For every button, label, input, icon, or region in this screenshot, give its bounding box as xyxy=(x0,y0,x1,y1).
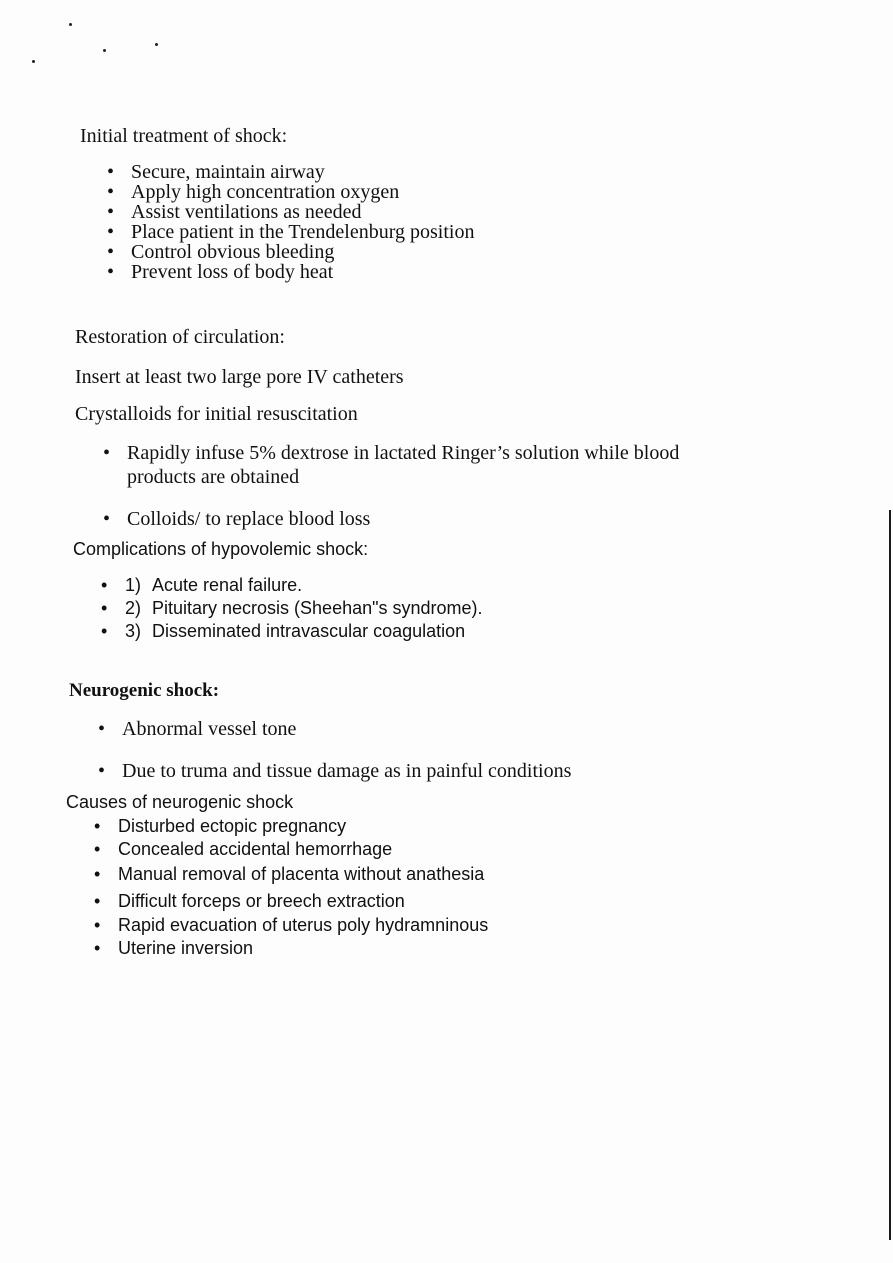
list-item: • Rapidly infuse 5% dextrose in lactated Ringer’s solution while blood products are obtained xyxy=(103,442,680,488)
list-item: • Secure, maintain airway xyxy=(107,161,325,183)
scan-edge-line xyxy=(889,510,891,1240)
list-item: • Rapid evacuation of uterus poly hydramninous xyxy=(94,915,489,935)
list-item: • Difficult forceps or breech extraction xyxy=(118,888,488,914)
list-item: • Manual removal of placenta without anathesia xyxy=(118,861,488,888)
bullet-icon: • xyxy=(94,864,101,884)
scan-speck xyxy=(103,49,106,52)
initial-treatment-list xyxy=(107,161,475,283)
scan-speck xyxy=(69,23,72,26)
list-item: • Colloids/ to replace blood loss xyxy=(103,508,371,530)
list-item: • Abnormal vessel tone xyxy=(98,718,297,740)
bullet-icon: • xyxy=(107,261,115,283)
bullet-icon: • xyxy=(98,718,106,740)
complications-list xyxy=(101,574,483,643)
bullet-icon: • xyxy=(107,181,115,203)
list-item: • Concealed accidental hemorrhage xyxy=(94,839,393,859)
restoration-heading: Restoration of circulation: xyxy=(75,326,285,348)
bullet-icon: • xyxy=(101,575,108,595)
list-item: • 1) Acute renal failure. xyxy=(101,575,303,595)
bullet-icon: • xyxy=(94,891,101,911)
bullet-icon: • xyxy=(107,161,115,183)
list-item: • Prevent loss of body heat xyxy=(107,261,334,283)
crystalloids-line: Crystalloids for initial resuscitation xyxy=(75,403,358,425)
initial-treatment-heading: Initial treatment of shock: xyxy=(80,125,288,147)
complications-heading: Complications of hypovolemic shock: xyxy=(73,539,369,559)
bullet-icon: • xyxy=(101,621,108,641)
neurogenic-list xyxy=(98,717,572,801)
scan-speck xyxy=(155,43,158,46)
list-item: • Apply high concentration oxygen xyxy=(107,181,400,203)
list-item: • 3) Disseminated intravascular coagulation xyxy=(101,621,466,641)
bullet-icon: • xyxy=(94,839,101,859)
bullet-icon: • xyxy=(101,598,108,618)
bullet-icon: • xyxy=(103,442,111,464)
bullet-icon: • xyxy=(94,938,101,958)
bullet-icon: • xyxy=(94,915,101,935)
list-item: • Disturbed ectopic pregnancy xyxy=(94,816,347,836)
neurogenic-heading: Neurogenic shock: xyxy=(69,680,220,701)
restoration-list xyxy=(103,441,727,549)
bullet-icon: • xyxy=(94,816,101,836)
bullet-icon: • xyxy=(107,221,115,243)
causes-heading: Causes of neurogenic shock xyxy=(66,792,294,812)
scan-speck xyxy=(32,60,35,63)
bullet-icon: • xyxy=(103,508,111,530)
list-item: • Place patient in the Trendelenburg position xyxy=(107,221,475,243)
list-item: • Due to truma and tissue damage as in painful conditions xyxy=(98,760,572,782)
bullet-icon: • xyxy=(107,201,115,223)
bullet-icon: • xyxy=(98,760,106,782)
causes-list xyxy=(94,815,489,960)
bullet-icon: • xyxy=(107,241,115,263)
list-item: • Control obvious bleeding xyxy=(107,241,335,263)
list-item: • Uterine inversion xyxy=(94,938,254,958)
list-item: • 2) Pituitary necrosis (Sheehan"s syndrome). xyxy=(101,598,483,618)
iv-catheters-line: Insert at least two large pore IV catheters xyxy=(75,366,404,388)
list-item: • Assist ventilations as needed xyxy=(107,201,362,223)
